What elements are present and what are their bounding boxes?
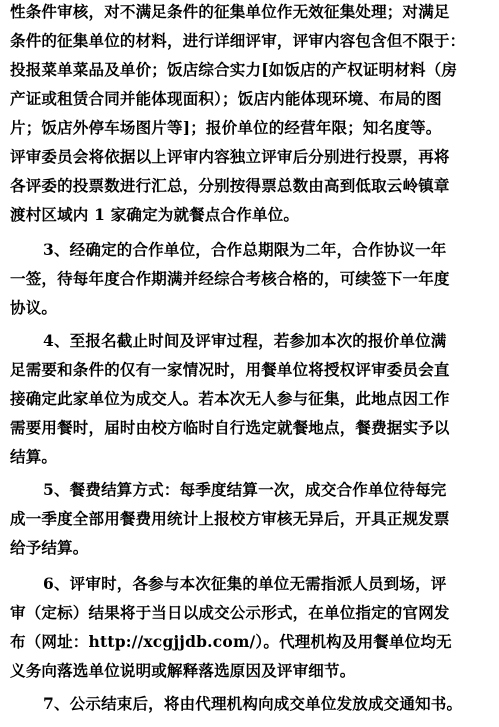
- text-line: 义务向落选单位说明或解释落选原因及评审细节。: [10, 661, 356, 680]
- paragraph-4-line: 4、至报名截止时间及评审过程，若参加本次的报价单位满: [43, 331, 447, 350]
- text-line: 一签，待每年度合作期满并经综合考核合格的，可续签下一年度: [10, 269, 450, 288]
- text-line: 投报菜单菜品及单价；饭店综合实力[如饭店的产权证明材料（房: [10, 60, 458, 79]
- text-line: 接确定此家单位为成交人。若本次无人参与征集，此地点因工作: [10, 389, 450, 408]
- text-line: 审（定标）结果将于当日以成交公示形式，在单位指定的官网发: [10, 603, 450, 622]
- text-line: 足需要和条件的仅有一家情况时，用餐单位将授权评审委员会直: [10, 360, 450, 379]
- paragraph-5-line: 5、餐费结算方式：每季度结算一次，成交合作单位待每完: [43, 480, 447, 499]
- text-line: 性条件审核，对不满足条件的征集单位作无效征集处理；对满足: [10, 2, 450, 21]
- text-line: 成一季度全部用餐费用统计上报校方审核无异后，开具正规发票: [10, 509, 450, 528]
- paragraph-6-line: 6、评审时，各参与本次征集的单位无需指派人员到场，评: [43, 574, 447, 593]
- text-line: 给予结算。: [10, 538, 89, 557]
- text-line: 结算。: [10, 447, 58, 466]
- text-line: 各评委的投票数进行汇总，分别按得票总数由高到低取云岭镇章: [10, 176, 450, 195]
- text-line: 片；饭店外停车场图片等]；报价单位的经营年限；知名度等。: [10, 118, 442, 137]
- text-line: 协议。: [10, 298, 58, 317]
- paragraph-7-line: 7、公示结束后，将由代理机构向成交单位发放成交通知书。: [43, 694, 463, 713]
- text-line: 评审委员会将依据以上评审内容独立评审后分别进行投票，再将: [10, 147, 450, 166]
- text-line: 布（网址：http://xcgjjdb.com/）。代理机构及用餐单位均无: [10, 632, 452, 651]
- text-line: 需要用餐时，届时由校方临时自行选定就餐地点，餐费据实予以: [10, 418, 450, 437]
- text-line: 条件的征集单位的材料，进行详细评审，评审内容包含但不限于：: [10, 31, 466, 50]
- text-line: 渡村区域内 1 家确定为就餐点合作单位。: [10, 205, 300, 224]
- paragraph-3-line: 3、经确定的合作单位，合作总期限为二年，合作协议一年: [43, 240, 447, 259]
- text-line: 产证或租赁合同并能体现面积）；饭店内能体现环境、布局的图: [10, 89, 442, 108]
